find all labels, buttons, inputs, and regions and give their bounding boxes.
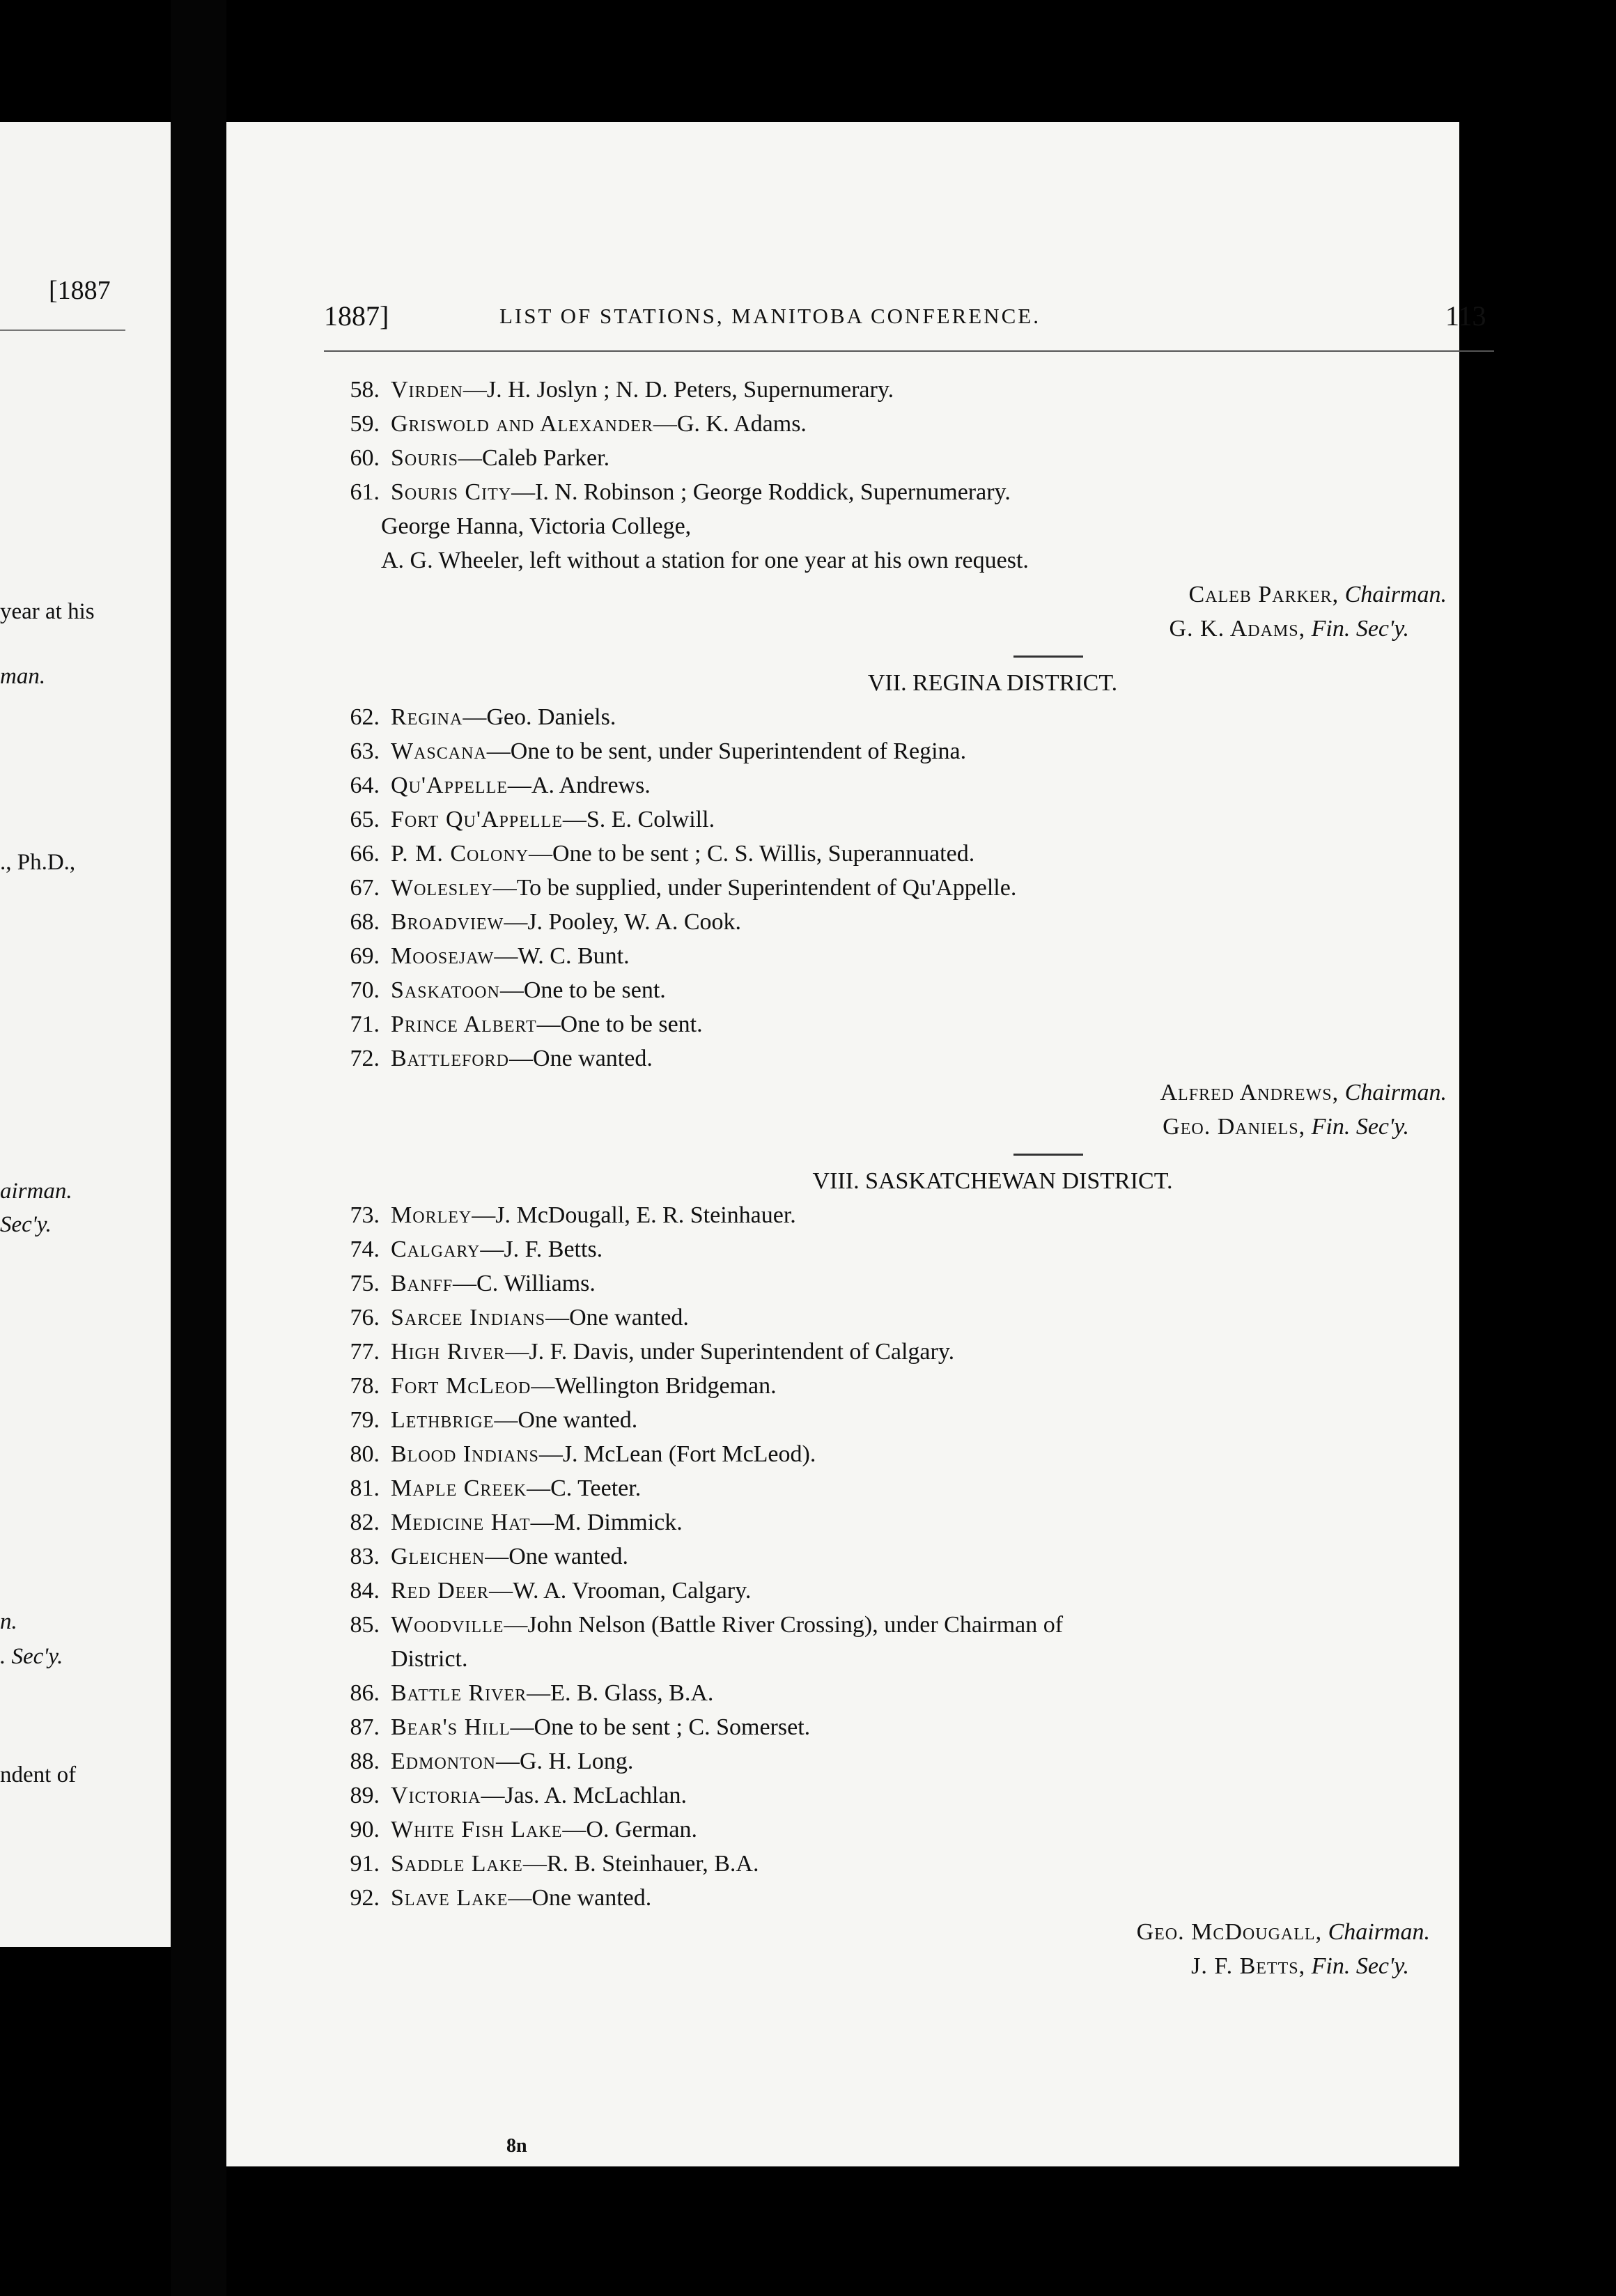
station-assignment: —C. Teeter. [527,1475,642,1501]
station-assignment: —Geo. Daniels. [463,704,616,730]
left-page-text: ., Ph.D., [0,850,76,875]
station-assignment: —I. N. Robinson ; George Roddick, Supernumerary. [511,479,1011,505]
chairman-signature: Geo. McDougall, Chairman. [1136,1919,1430,1945]
entry-number: 77. [350,1339,380,1365]
station-name: Battle River [391,1680,527,1706]
entry-number: 66. [350,841,380,867]
station-name: Maple Creek [391,1475,527,1501]
station-entry [324,1574,1494,1608]
station-assignment: —J. H. Joslyn ; N. D. Peters, Supernumerary. [463,377,894,403]
station-entry [324,1266,1494,1301]
station-name: Lethbrige [391,1407,495,1433]
station-assignment: —J. McDougall, E. R. Steinhauer. [472,1202,796,1228]
entry-number: 91. [350,1851,380,1877]
station-name: Battleford [391,1046,510,1071]
entry-number: 82. [350,1510,380,1535]
station-name: Wascana [391,738,487,764]
station-entry [324,1847,1494,1881]
station-entry [324,1007,1494,1041]
station-entry [324,871,1494,905]
station-assignment: —G. K. Adams. [653,411,807,437]
station-assignment: —R. B. Steinhauer, B.A. [522,1851,759,1877]
station-name: High River [391,1339,506,1365]
left-page-year: [1887 [49,276,111,305]
station-entry [324,973,1494,1007]
entry-number: 92. [350,1885,380,1911]
left-page-rule [0,329,125,331]
entry-number: 58. [350,377,380,403]
station-name: Blood Indians [391,1441,539,1467]
entry-number: 71. [350,1011,380,1037]
section-divider [1013,1154,1083,1156]
station-name: Morley [391,1202,472,1228]
entry-number: 65. [350,807,380,832]
station-name: Saskatoon [391,977,500,1003]
station-name: Wolesley [391,875,493,901]
station-name: Saddle Lake [391,1851,523,1877]
station-name: Regina [391,704,463,730]
note-line: A. G. Wheeler, left without a station for one year at his own request. [381,548,1029,573]
station-entry [324,1471,1494,1505]
station-name: Gleichen [391,1544,485,1569]
station-name: Woodville [391,1612,504,1638]
book-gutter [171,0,226,2296]
station-entry [324,373,1494,407]
station-name: Victoria [391,1783,481,1808]
entry-number: 73. [350,1202,380,1228]
left-page-text: man. [0,664,46,689]
station-name: Virden [391,377,463,403]
secretary-signature: G. K. Adams, Fin. Sec'y. [1169,616,1409,642]
station-assignment: —One to be sent. [536,1011,703,1037]
station-entry [324,1608,1494,1642]
station-assignment: —S. E. Colwill. [562,807,715,832]
station-entry [324,1778,1494,1813]
entry-number: 86. [350,1680,380,1706]
station-entry [324,1539,1494,1574]
station-name: Sarcee Indians [391,1305,546,1331]
station-name: Qu'Appelle [391,773,508,798]
station-entry [324,441,1494,475]
entry-number: 89. [350,1783,380,1808]
station-entry [324,837,1494,871]
district-entries [324,700,1494,1076]
station-name: White Fish Lake [391,1817,563,1843]
station-assignment: —J. Pooley, W. A. Cook. [504,909,742,935]
left-page-text: Sec'y. [0,1212,52,1237]
station-name: Souris [391,445,458,471]
station-entry [324,939,1494,973]
station-entry [324,1505,1494,1539]
station-list [324,373,1494,1983]
station-entry [324,734,1494,768]
station-entry [324,407,1494,441]
document-page [226,122,1486,2166]
station-name: Broadview [391,909,504,935]
entry-number: 61. [350,479,380,505]
station-assignment: —E. B. Glass, B.A. [527,1680,714,1706]
district-heading: VIII. SASKATCHEWAN DISTRICT. [812,1168,1173,1194]
station-entry [324,1403,1494,1437]
station-entry [324,768,1494,802]
entry-number: 81. [350,1475,380,1501]
station-entry [324,700,1494,734]
station-name: Griswold and Alexander [391,411,653,437]
entry-number: 84. [350,1578,380,1604]
entry-number: 72. [350,1046,380,1071]
entry-number: 80. [350,1441,380,1467]
chairman-signature: Caleb Parker, Chairman. [1188,582,1447,607]
station-entry [324,1198,1494,1232]
header-title: LIST OF STATIONS, MANITOBA CONFERENCE. [499,304,1041,328]
station-assignment: —John Nelson (Battle River Crossing), under Chairman of [504,1612,1064,1638]
continuation-line: District. [391,1646,468,1672]
station-assignment: —One to be sent, under Superintendent of Regina. [486,738,967,764]
entry-number: 79. [350,1407,380,1433]
entry-number: 63. [350,738,380,764]
station-assignment: —C. Williams. [453,1271,596,1296]
entry-number: 68. [350,909,380,935]
station-assignment: —M. Dimmick. [530,1510,683,1535]
station-entry [324,802,1494,837]
station-assignment: —Jas. A. McLachlan. [481,1783,687,1808]
station-assignment: —Wellington Bridgeman. [531,1373,777,1399]
station-assignment: —One wanted. [509,1046,653,1071]
district-entries [324,1198,1494,1642]
station-entry [324,1335,1494,1369]
station-entry [324,475,1494,509]
station-entry [324,1744,1494,1778]
station-assignment: —J. F. Davis, under Superintendent of Calgary. [505,1339,955,1365]
header-rule [324,350,1494,352]
station-name: Edmonton [391,1748,496,1774]
note-line: George Hanna, Victoria College, [381,513,692,539]
chairman-signature: Alfred Andrews, Chairman. [1160,1080,1447,1106]
left-page-text: n. [0,1609,17,1634]
entry-number: 70. [350,977,380,1003]
station-entry [324,1437,1494,1471]
entry-number: 60. [350,445,380,471]
entry-number: 85. [350,1612,380,1638]
entry-number: 90. [350,1817,380,1843]
secretary-signature: J. F. Betts, Fin. Sec'y. [1191,1953,1409,1979]
entry-number: 59. [350,411,380,437]
entry-number: 62. [350,704,380,730]
station-assignment: —One wanted. [494,1407,638,1433]
station-entry [324,1881,1494,1915]
entry-number: 74. [350,1236,380,1262]
station-name: Banff [391,1271,453,1296]
station-entry [324,905,1494,939]
station-assignment: —Caleb Parker. [458,445,610,471]
station-entry [324,1041,1494,1076]
entry-number: 87. [350,1714,380,1740]
station-entry [324,1369,1494,1403]
entry-number: 83. [350,1544,380,1569]
station-assignment: —One to be sent. [499,977,666,1003]
running-header [324,300,1494,341]
station-assignment: —One wanted. [485,1544,629,1569]
station-entry [324,1710,1494,1744]
station-assignment: —O. German. [562,1817,697,1843]
station-assignment: —A. Andrews. [507,773,651,798]
station-name: Calgary [391,1236,481,1262]
section-divider [1013,656,1083,658]
station-assignment: —G. H. Long. [496,1748,634,1774]
entry-number: 78. [350,1373,380,1399]
station-assignment: —One wanted. [508,1885,652,1911]
district-entries [324,1676,1494,1915]
entry-number: 75. [350,1271,380,1296]
header-year: 1887] [324,300,389,332]
left-page-text: ndent of [0,1762,77,1787]
page-number: 113 [1445,300,1486,332]
station-name: Moosejaw [391,943,495,969]
printer-signature-mark: 8n [506,2135,527,2157]
station-assignment: —One wanted. [545,1305,689,1331]
station-entry [324,1301,1494,1335]
station-entry [324,1676,1494,1710]
station-name: P. M. Colony [391,841,529,867]
station-name: Fort Qu'Appelle [391,807,563,832]
station-assignment: —One to be sent ; C. S. Willis, Superannuated. [529,841,975,867]
station-name: Medicine Hat [391,1510,531,1535]
left-page-fragment [0,122,171,1947]
entry-number: 88. [350,1748,380,1774]
station-entry [324,1813,1494,1847]
station-assignment: —W. C. Bunt. [494,943,630,969]
entry-number: 67. [350,875,380,901]
station-assignment: —To be supplied, under Superintendent of Qu'Appelle. [492,875,1017,901]
station-entry [324,1232,1494,1266]
station-assignment: —J. McLean (Fort McLeod). [538,1441,816,1467]
station-assignment: —W. A. Vrooman, Calgary. [489,1578,752,1604]
entry-number: 76. [350,1305,380,1331]
station-name: Red Deer [391,1578,490,1604]
station-name: Souris City [391,479,512,505]
station-name: Slave Lake [391,1885,508,1911]
left-page-text: year at his [0,599,95,624]
secretary-signature: Geo. Daniels, Fin. Sec'y. [1163,1114,1409,1140]
station-name: Bear's Hill [391,1714,511,1740]
district-entries [324,373,1494,509]
entry-number: 69. [350,943,380,969]
left-page-text: airman. [0,1179,72,1204]
station-assignment: —J. F. Betts. [480,1236,603,1262]
district-heading: VII. REGINA DISTRICT. [867,670,1118,696]
entry-number: 64. [350,773,380,798]
station-name: Prince Albert [391,1011,537,1037]
left-page-text: . Sec'y. [0,1644,63,1669]
station-assignment: —One to be sent ; C. Somerset. [510,1714,811,1740]
station-name: Fort McLeod [391,1373,531,1399]
